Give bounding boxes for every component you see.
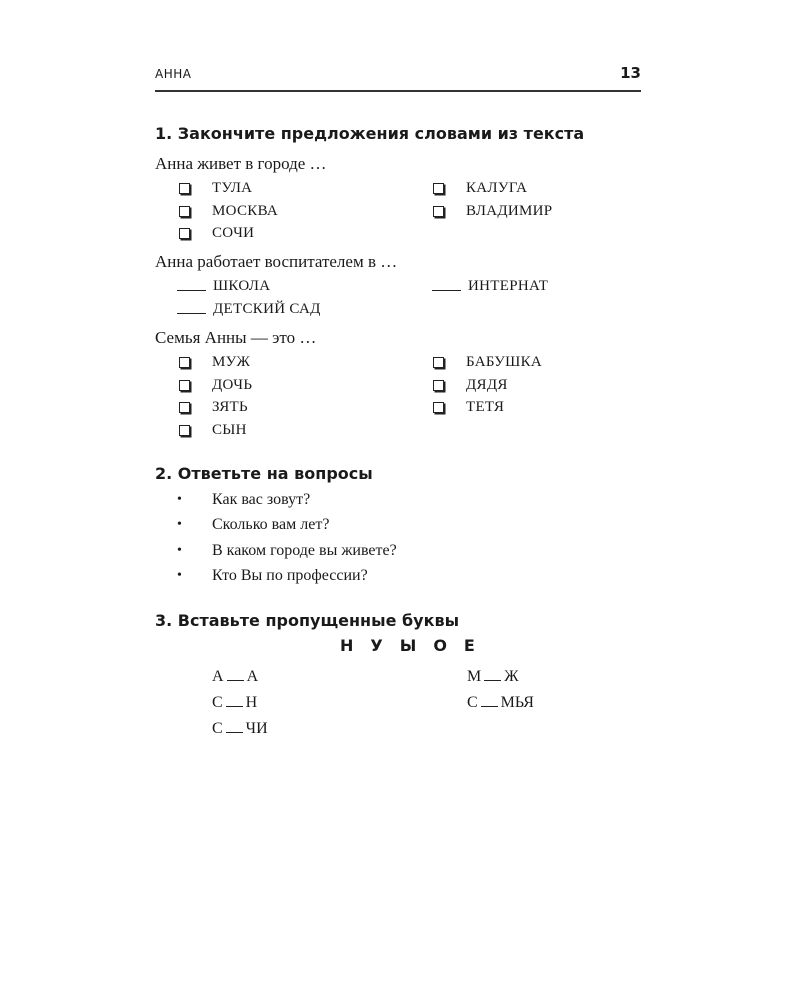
running-head: АННА bbox=[155, 67, 192, 81]
list-item: • Кто Вы по профессии? bbox=[177, 567, 368, 584]
page-number: 13 bbox=[620, 64, 641, 82]
list-item: • Сколько вам лет? bbox=[177, 516, 330, 533]
letter: О bbox=[433, 636, 447, 655]
checkbox-icon[interactable] bbox=[433, 402, 444, 413]
blank-option[interactable]: ШКОЛА bbox=[177, 276, 270, 296]
checkbox-icon[interactable] bbox=[179, 183, 190, 194]
checkbox-icon[interactable] bbox=[179, 380, 190, 391]
checkbox-icon[interactable] bbox=[433, 206, 444, 217]
checkbox-icon[interactable] bbox=[179, 425, 190, 436]
fill-in-word: С ЧИ bbox=[212, 720, 268, 737]
question-3-prompt: Семья Анны — это … bbox=[155, 328, 317, 347]
bullet-icon: • bbox=[177, 517, 182, 532]
checkbox-option[interactable]: ЗЯТЬ bbox=[179, 397, 248, 417]
checkbox-option[interactable]: МУЖ bbox=[179, 352, 250, 372]
question-1-prompt: Анна живет в городе … bbox=[155, 154, 327, 173]
answer-blank[interactable] bbox=[432, 289, 461, 291]
letter-blank[interactable] bbox=[226, 694, 243, 707]
checkbox-option[interactable]: ТУЛА bbox=[179, 178, 252, 198]
fill-in-word: М Ж bbox=[467, 668, 519, 685]
fill-in-word: С МЬЯ bbox=[467, 694, 534, 711]
blank-option[interactable]: ИНТЕРНАТ bbox=[432, 276, 548, 296]
fill-in-word: А А bbox=[212, 668, 259, 685]
checkbox-icon[interactable] bbox=[179, 402, 190, 413]
letter-blank[interactable] bbox=[227, 668, 244, 681]
checkbox-icon[interactable] bbox=[179, 206, 190, 217]
letter: Е bbox=[463, 636, 475, 655]
list-item: • В каком городе вы живете? bbox=[177, 542, 397, 559]
blank-option[interactable]: ДЕТСКИЙ САД bbox=[177, 299, 321, 319]
letter-bank bbox=[340, 636, 492, 655]
answer-blank[interactable] bbox=[177, 312, 206, 314]
exercise-2-title: 2. Ответьте на вопросы bbox=[155, 464, 373, 483]
checkbox-icon[interactable] bbox=[433, 380, 444, 391]
letter-blank[interactable] bbox=[226, 720, 243, 733]
letter-blank[interactable] bbox=[484, 668, 501, 681]
letter: Н bbox=[340, 636, 354, 655]
list-item: • Как вас зовут? bbox=[177, 491, 311, 508]
page-header bbox=[155, 62, 641, 92]
checkbox-icon[interactable] bbox=[179, 228, 190, 239]
checkbox-option[interactable]: СОЧИ bbox=[179, 223, 254, 243]
bullet-icon: • bbox=[177, 543, 182, 558]
exercise-1-title: 1. Закончите предложения словами из текста bbox=[155, 124, 585, 143]
exercise-3-title: 3. Вставьте пропущенные буквы bbox=[155, 611, 460, 630]
checkbox-option[interactable]: ВЛАДИМИР bbox=[433, 201, 552, 221]
checkbox-option[interactable]: БАБУШКА bbox=[433, 352, 542, 372]
question-2-prompt: Анна работает воспитателем в … bbox=[155, 252, 398, 271]
checkbox-icon[interactable] bbox=[433, 183, 444, 194]
letter: У bbox=[370, 636, 383, 655]
checkbox-icon[interactable] bbox=[179, 357, 190, 368]
letter: Ы bbox=[399, 636, 417, 655]
fill-in-word: С Н bbox=[212, 694, 258, 711]
checkbox-option[interactable]: МОСКВА bbox=[179, 201, 278, 221]
checkbox-option[interactable]: ДОЧЬ bbox=[179, 375, 252, 395]
bullet-icon: • bbox=[177, 492, 182, 507]
checkbox-option[interactable]: КАЛУГА bbox=[433, 178, 527, 198]
checkbox-option[interactable]: СЫН bbox=[179, 420, 247, 440]
checkbox-icon[interactable] bbox=[433, 357, 444, 368]
checkbox-option[interactable]: ДЯДЯ bbox=[433, 375, 508, 395]
checkbox-option[interactable]: ТЕТЯ bbox=[433, 397, 504, 417]
bullet-icon: • bbox=[177, 568, 182, 583]
letter-blank[interactable] bbox=[481, 694, 498, 707]
answer-blank[interactable] bbox=[177, 289, 206, 291]
